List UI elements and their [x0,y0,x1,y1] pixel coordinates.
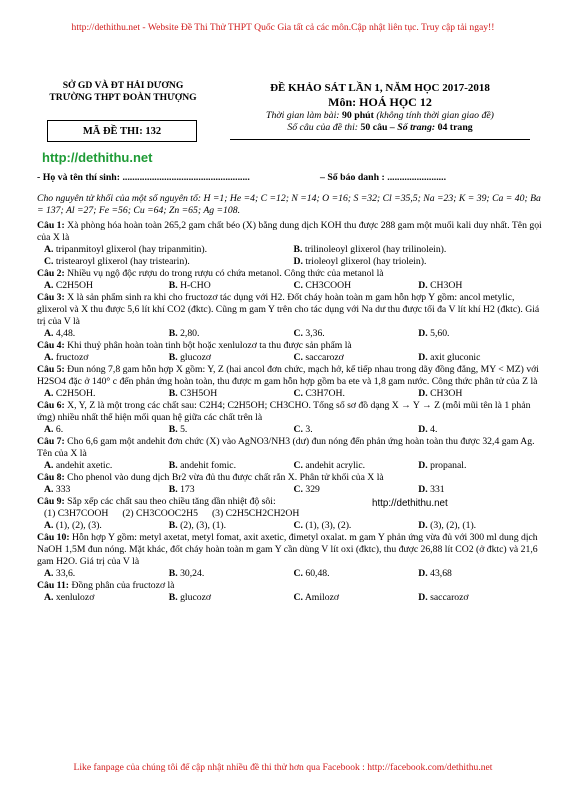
question-6-options [37,424,543,436]
header-right [210,82,550,140]
option-c[interactable]: C. tristearoyl glixerol (hay tristearin). [44,256,190,267]
option-c[interactable]: C. CH3COOH [293,280,352,291]
option-d[interactable]: D. 331 [418,484,445,495]
option-a[interactable]: A. (1), (2), (3). [44,520,102,531]
option-c[interactable]: C. (1), (3), (2). [293,520,352,531]
question-8-options [37,484,543,496]
option-d[interactable]: D. axit gluconic [418,352,481,363]
option-a[interactable]: A. xenlulozơ [44,592,95,603]
option-b[interactable]: B. glucozơ [168,352,212,363]
option-b[interactable]: B. 173 [168,484,195,495]
option-b[interactable]: B. (2), (3), (1). [168,520,227,531]
site-logo-text[interactable]: http://dethithu.net [42,150,153,165]
option-d[interactable]: D. saccarozơ [418,592,469,603]
compound-1: (1) C3H7COOH [44,508,109,519]
side-site-text[interactable]: http://dethithu.net [372,498,448,509]
option-d[interactable]: D. propanal. [418,460,467,471]
question-9-compounds [37,508,543,520]
option-c[interactable]: C. 3. [293,424,313,435]
option-c[interactable]: C. 3,36. [293,328,325,339]
option-a[interactable]: A. 6. [44,424,64,435]
time-line: Thời gian làm bài: 90 phút (không tính thời gian giao đề) [266,110,494,121]
question-11-options [37,592,543,604]
option-a[interactable]: A. tripanmitoyl glixerol (hay tripanmitin). [44,244,208,255]
option-c[interactable]: C. andehit acrylic. [293,460,366,471]
question-2-options [37,280,543,292]
option-c[interactable]: C. Amilozơ [293,592,339,603]
question-7-options [37,460,543,472]
header-left [30,80,216,104]
option-a[interactable]: A. 333 [44,484,71,495]
question-9: Câu 9: Sắp xếp các chất sau theo chiều tăng dần nhiệt độ sôi: http://dethithu.net [37,496,448,509]
question-8: Câu 8: Cho phenol vào dung dịch Br2 vừa đủ thu được chất rắn X. Phân tử khối của X là [37,472,384,483]
option-d[interactable]: D. (3), (2), (1). [418,520,477,531]
question-9-options [37,520,543,532]
question-2: Câu 2: Nhiều vụ ngộ độc rượu do trong rượu có chứa metanol. Công thức của metanol là [37,268,384,279]
top-banner[interactable]: http://dethithu.net - Website Đề Thi Thử THPT Quốc Gia tất cả các môn.Cập nhật liên tục. Truy cập tải ngay!! [71,22,495,33]
question-3-options [37,328,543,340]
option-b[interactable]: B. trilinoleoyl glixerol (hay trilinolein). [293,244,447,255]
question-1-options [37,244,543,268]
bottom-banner[interactable]: Like fanpage của chúng tôi để cập nhật nhiều đề thi thử hơn qua Facebook : http://facebook.com/dethithu.net [73,762,493,773]
count-line: Số câu của đề thi: 50 câu – Số trang: 04 trang [287,122,473,133]
option-c[interactable]: C. saccarozơ [293,352,344,363]
exam-code-box: MÃ ĐỀ THI: 132 [47,120,197,142]
question-6: Câu 6: X, Y, Z là một trong các chất sau: C2H4; C2H5OH; CH3CHO. Tổng số sơ đồ dạng X → Y → Z (mỗi mũi tên là 1 phản ứng) nhiều nhất thể hiện mối quan hệ giữa các chất trên là [37,400,531,423]
question-content [37,193,543,604]
question-3: Câu 3: X là sản phẩm sinh ra khi cho fructozơ tác dụng với H2. Đốt cháy hoàn toàn m gam hỗn hợp Y gồm: ancol metylic, glixerol và X thu được 5,6 lít khí CO2 (đktc). Cũng m gam Y trên cho tác dụng với Na dư thu được tối đa V lít khí H2 (đktc). Giá trị của V là [37,292,540,327]
option-a[interactable]: A. C2H5OH [44,280,93,291]
option-a[interactable]: A. fructozơ [44,352,89,363]
candidate-name-field[interactable]: - Họ và tên thí sinh: .................................................... [37,172,250,183]
question-5: Câu 5: Đun nóng 7,8 gam hỗn hợp X gồm: Y, Z (hai ancol đơn chức, mạch hở, kế tiếp nhau trong dãy đồng đẳng, MY < MZ) với H2SO4 đặc ở 140° c đến phản ứng hoàn toàn, thu được m gam hỗn hợp gồm ba ete và 1,8 gam nước. Công thức phân tử của Z là [37,364,539,387]
option-b[interactable]: B. C3H5OH [168,388,218,399]
option-b[interactable]: B. 2,80. [168,328,200,339]
atomic-masses: Cho nguyên tử khối của một số nguyên tố: H =1; He =4; C =12; N =14; O =16; S =32; Cl =35,5; Na =23; K = 39; Ca = 40; Ba = 137; Al =27; Fe =56; Cu =64; Zn =65; Ag =108. [37,193,541,216]
question-10-options [37,568,543,580]
exam-title: ĐỀ KHẢO SÁT LẦN 1, NĂM HỌC 2017-2018 [270,82,490,94]
question-4: Câu 4: Khi thuỷ phân hoàn toàn tinh bột hoặc xenlulozơ ta thu được sản phẩm là [37,340,352,351]
option-b[interactable]: B. H-CHO [168,280,211,291]
option-b[interactable]: B. glucozơ [168,592,212,603]
option-c[interactable]: C. 329 [293,484,320,495]
option-b[interactable]: B. 30,24. [168,568,205,579]
compound-2: (2) CH3COOC2H5 [122,508,198,519]
identity-line [37,172,537,183]
option-d[interactable]: D. 43,68 [418,568,452,579]
option-a[interactable]: A. 4,48. [44,328,76,339]
option-d[interactable]: D. trioleoyl glixerol (hay triolein). [293,256,427,267]
option-d[interactable]: D. CH3OH [418,388,463,399]
option-d[interactable]: D. CH3OH [418,280,463,291]
question-11: Câu 11: Đồng phân của fructozơ là [37,580,175,591]
option-a[interactable]: A. andehit axetic. [44,460,113,471]
question-1: Câu 1: Xà phòng hóa hoàn toàn 265,2 gam chất béo (X) bằng dung dịch KOH thu được 288 gam một muối kali duy nhất. Tên gọi của X là [37,220,542,243]
option-d[interactable]: D. 5,60. [418,328,450,339]
header-rule [230,139,530,140]
option-b[interactable]: B. andehit fomic. [168,460,237,471]
school-name: TRƯỜNG THPT ĐOÀN THƯỢNG [49,92,197,103]
option-a[interactable]: A. 33,6. [44,568,76,579]
option-c[interactable]: C. 60,48. [293,568,330,579]
question-4-options [37,352,543,364]
department-name: SỞ GD VÀ ĐT HẢI DƯƠNG [62,80,184,91]
question-5-options [37,388,543,400]
question-10: Câu 10: Hỗn hợp Y gồm: metyl axetat, metyl fomat, axit axetic, đimetyl oxalat. m gam Y phản ứng vừa đủ với 300 ml dung dịch NaOH 1,5M đun nóng. Mặt khác, đốt cháy hoàn toàn m gam Y cần dùng V lít oxi (đktc), thu được 26,88 lít CO2 (ở đktc) và 21,6 gam H2O. Giá trị của V là [37,532,538,567]
subject-title: Môn: HOÁ HỌC 12 [328,95,432,109]
option-d[interactable]: D. 4. [418,424,438,435]
candidate-number-field[interactable]: – Số báo danh : ........................ [320,172,447,183]
option-a[interactable]: A. C2H5OH. [44,388,96,399]
question-7: Câu 7: Cho 6,6 gam một andehit đơn chức (X) vào AgNO3/NH3 (dư) đun nóng đến phản ứng hoàn toàn thu được 32,4 gam Ag. Tên của X là [37,436,535,459]
option-c[interactable]: C. C3H7OH. [293,388,345,399]
compound-3: (3) C2H5CH2CH2OH [211,508,300,519]
option-b[interactable]: B. 5. [168,424,188,435]
